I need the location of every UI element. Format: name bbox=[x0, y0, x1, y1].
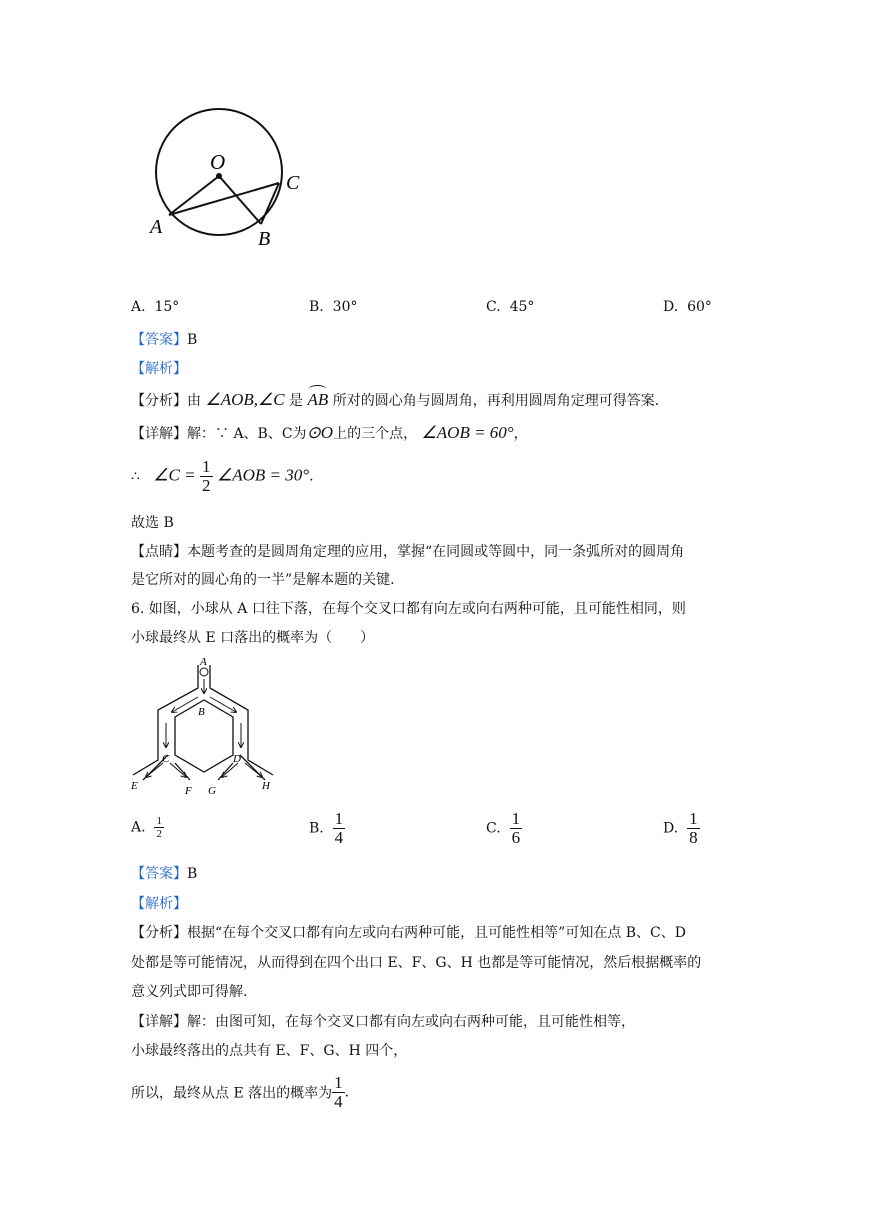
label-b: B bbox=[198, 706, 205, 718]
arrow-b-left bbox=[172, 697, 198, 712]
segment-bc bbox=[261, 183, 279, 224]
q6-detail-line1: 【详解】解：由图可知，在每个交叉口都有向左或向右两种可能，且可能性相等， bbox=[131, 1014, 635, 1030]
arrow-c-right bbox=[170, 763, 186, 777]
q5-answer: 【答案】B bbox=[131, 332, 198, 348]
q6-option-b: B. $\frac{1}{4}$ bbox=[309, 809, 344, 847]
label-e: E bbox=[131, 780, 138, 792]
q5-equation: ∴ ∠C = $\frac{1}{2}$ ∠AOB = 30°. bbox=[131, 457, 314, 495]
q6-option-a: A. $\frac{1}{2}$ bbox=[131, 815, 162, 840]
q5-option-c: C. 45° bbox=[486, 299, 535, 315]
q6-analysis-line3: 意义列式即可得解. bbox=[131, 984, 248, 1000]
label-g: G bbox=[208, 785, 216, 797]
channel-c-right bbox=[175, 763, 190, 780]
q6-stem-line2: 小球最终从 E 口落出的概率为（ ） bbox=[131, 630, 375, 646]
q6-option-c: C. $\frac{1}{6}$ bbox=[486, 809, 521, 847]
q6-analysis-line1: 【分析】根据“在每个交叉口都有向左或向右两种可能，且可能性相等”可知在点 B、C、D bbox=[131, 925, 686, 941]
ball bbox=[200, 668, 208, 676]
label-c: C bbox=[162, 753, 170, 765]
q5-comment-line1: 【点睛】本题考查的是圆周角定理的应用，掌握“在同圆或等圆中，同一条弧所对的圆周角 bbox=[131, 544, 685, 560]
ball-path-figure bbox=[128, 655, 288, 800]
label-a: A bbox=[200, 656, 207, 668]
circle-figure bbox=[140, 105, 320, 255]
label-b: B bbox=[258, 228, 271, 250]
q5-choose: 故选 B bbox=[131, 515, 174, 531]
arrow-d-left bbox=[222, 763, 238, 777]
segment-oa bbox=[169, 176, 219, 215]
label-o: O bbox=[210, 150, 226, 174]
label-a: A bbox=[150, 216, 163, 238]
arrow-d-right bbox=[245, 763, 262, 777]
q5-comment-line2: 是它所对的圆心角的一半”是解本题的关键. bbox=[131, 572, 395, 588]
q5-option-b: B. 30° bbox=[309, 299, 358, 315]
q5-jiexi: 【解析】 bbox=[131, 361, 187, 377]
label-c: C bbox=[286, 172, 300, 194]
q6-analysis-line2: 处都是等可能情况，从而得到在四个出口 E、F、G、H 也都是等可能情况，然后根据概率的 bbox=[131, 955, 702, 971]
label-f: F bbox=[185, 785, 192, 797]
q6-detail-line3: 所以，最终从点 E 落出的概率为 $\frac{1}{4}$ . bbox=[131, 1073, 350, 1111]
q6-answer: 【答案】B bbox=[131, 866, 198, 882]
q6-jiexi: 【解析】 bbox=[131, 896, 187, 912]
segment-ob bbox=[219, 176, 261, 224]
label-h: H bbox=[262, 780, 270, 792]
channel-d-left bbox=[218, 763, 233, 780]
q6-detail-line2: 小球最终落出的点共有 E、F、G、H 四个， bbox=[131, 1043, 408, 1059]
q5-detail: 【详解】解：∵ A、B、C为⊙O上的三个点， ∠AOB = 60°， bbox=[131, 423, 528, 442]
q6-option-d: D. $\frac{1}{8}$ bbox=[663, 809, 698, 847]
label-d: D bbox=[233, 753, 241, 765]
q5-analysis: 【分析】由 ∠AOB,∠C 是 AB 所对的圆心角与圆周角，再利用圆周角定理可得答案. bbox=[131, 390, 660, 409]
segment-ac bbox=[169, 183, 279, 215]
q6-stem-line1: 6. 如图，小球从 A 口往下落，在每个交叉口都有向左或向右两种可能，且可能性相同，则 bbox=[131, 601, 686, 617]
q5-option-d: D. 60° bbox=[663, 299, 712, 315]
arrow-b-right bbox=[210, 697, 236, 712]
q5-option-a: A. 15° bbox=[131, 299, 180, 315]
